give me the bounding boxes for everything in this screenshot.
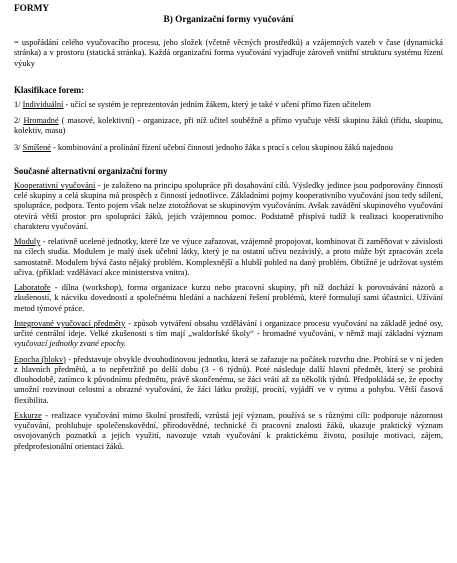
alt-item-modules	[14, 237, 443, 278]
item-text: - učící se systém je reprezentován jedním žákem, který je také v učení přímo řízen učitelem	[63, 99, 371, 109]
item-term: Laboratoře	[14, 283, 51, 292]
item-text: - dílna (workshop), forma organizace kurzu nebo pracovní skupiny, při níž dochází k porovnávání názorů a zkušeností, k nácviku dovedností a společnému hledání a nacházení řešení problémů, které formulují sami účastníci. Užívání metod týmové práce.	[14, 283, 443, 313]
item-term: Individuální	[22, 99, 64, 109]
item-term: Smíšené	[22, 142, 51, 152]
alt-item-integrated	[14, 319, 443, 350]
alt-item-excursion	[14, 411, 443, 452]
alternatives-heading: Současné alternativní organizační formy	[14, 165, 168, 176]
alt-item-epoch	[14, 355, 443, 406]
item-text: - je založeno na principu spolupráce při dosahování cílů. Výsledky jedince jsou podporovány činností celé skupiny a celá skupina má prospěch z činností jednotlivce. Základními pojmy kooperativního vyučování jsou tedy sdílení, spolupráce, podpora. Tento pojem však nelze ztotožňovat se skupinovým vyučováním. Avšak zavádění skupinového vyučování otevírá větší prostor pro spolupráci žáků, jejich vzájemnou pomoc. Podstatně přispívá tudíž k realizaci kooperativního charakteru vyučování.	[14, 180, 444, 231]
item-term: Moduly	[14, 237, 41, 246]
classification-item-individual	[14, 100, 443, 110]
item-term: Hromadné	[23, 116, 59, 125]
item-text: - kombinování a prolínání řízení učební činnosti jednoho žáka s prací s celou skupinou žáků najednou	[50, 142, 393, 152]
alt-item-labs	[14, 283, 443, 314]
alt-item-cooperative	[14, 181, 443, 232]
item-text: ( masové, kolektivní) - organizace, při níž učitel souběžně a přímo vyučuje větší skupinu žáků (třídu, skupinu, kolektiv, masu)	[14, 116, 443, 136]
header-formy: FORMY	[14, 4, 50, 14]
item-term: Kooperativní vyučování	[14, 180, 96, 190]
item-text: - relativně ucelené jednotky, které lze ve výuce zařazovat, vzájemně propojovat, kombinovat či zaměňovat v závislosti na cílech studia. Modulem je malý úsek učební látky, který je na ostatní učivu nezávislý, a proto může být zpracován zcela samostatně. Modulem bývá často nějaký problém. Komplexnější a hlubší pohled na daný problém. Obtížné je udržovat systém učiva. (příklad: vzdělávací akce ministerstva vnitra).	[14, 237, 443, 277]
item-term: Integrované vyučovací předměty	[14, 318, 126, 328]
item-term: Epocha (blokv)	[14, 354, 66, 364]
item-term: Exkurze	[14, 410, 42, 420]
item-number: 1/	[14, 99, 21, 109]
classification-item-mass	[14, 116, 443, 137]
item-text: - realizace vyučování mimo školní prostředí, vzrůstá její význam, používá se s různými cíli: podporuje názornost vyučování, prohlubuje společenskovědní, přírodovědné, technické či pracovní znalosti žáků, ukazuje praktický význam osvojovaných poznatků a jejich využití, navozuje vztah vyučování k praktickému životu, posiluje motivaci, zájem, předprofesionální orientaci žáků.	[14, 410, 443, 451]
classification-item-mixed	[14, 143, 443, 153]
item-number: 3/	[14, 142, 21, 152]
intro-paragraph: = uspořádání celého vyučovacího procesu, jeho složek (včetně věcných prostředků) a vzájemných vazeb v čase (dynamická stránka) a v prostoru (statická stránka). Každá organizační forma vyučování vyjadřuje zároveň vnitřní strukturu systému řízení výuky	[14, 38, 443, 68]
section-title: B) Organizační formy vyučování	[163, 15, 294, 25]
classification-heading: Klasifikace forem:	[14, 84, 85, 95]
item-number: 2/	[14, 116, 21, 125]
item-italic-text: vyučovací jednotky zvané epochy.	[14, 339, 127, 349]
item-text: - způsob vytváření obsahu vzdělávání i organizace procesu vyučování na základě jedné osy, určité centrální ideje. Velké zkušenosti s tím mají „waldorfské školy“ - hromadné vyučování, v němž mají základní význam	[14, 318, 443, 338]
item-text: - představuje obvykle dvouhodinovou jednotku, která se zařazuje na počátek rozvrhu dne. Probírá se v ní jeden z hlavních předmětů, a to nepřetržitě po delší dobu (3 - 6 týdnů). Poté následuje další hlavní předmět, který se probírá dlouhodobě, zatímco k původnímu předmětu, právě skončenému, se žáci vrátí až za několik týdnů. Předpokládá se, že epochy umožní rozvinout celostní a obrazné vyučování, že žáci látku prožijí, procítí, vyjádří ve v rytmu a pohybu. Větší časová flexibilita.	[14, 354, 443, 405]
